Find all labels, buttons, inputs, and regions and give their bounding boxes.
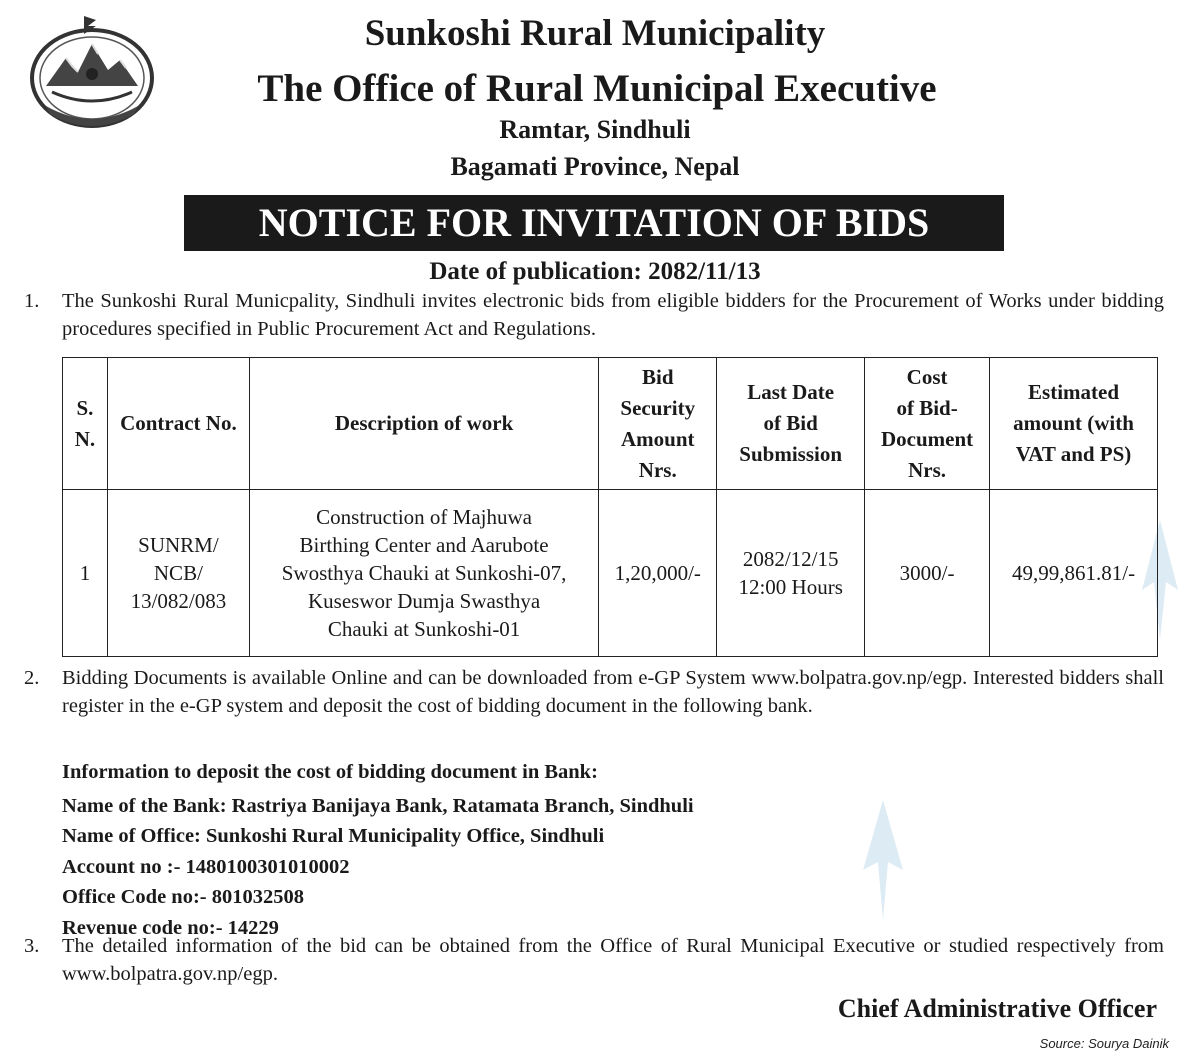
- office-name-line: Name of Office: Sunkoshi Rural Municipality Office, Sindhuli: [62, 825, 605, 847]
- bank-info-intro: Information to deposit the cost of bidding document in Bank:: [62, 761, 598, 783]
- cell-estimate: 49,99,861.81/-: [990, 490, 1158, 657]
- cell-sn: 1: [63, 490, 108, 657]
- paragraph-number: 1.: [24, 290, 40, 312]
- bank-name: Name of the Bank: Rastriya Banijaya Bank, Ratamata Branch, Sindhuli: [62, 794, 694, 817]
- paragraph-text: Bidding Documents is available Online and can be downloaded from e-GP System www.bolpatra.gov.np/egp. Interested bidders shall register in the e-GP system and deposit the cost of bidding document in the following bank.: [62, 667, 1164, 717]
- header-estimate: Estimated amount (with VAT and PS): [990, 358, 1158, 490]
- cell-bid-security: 1,20,000/-: [599, 490, 717, 657]
- paragraph-2: [24, 664, 1164, 750]
- paragraph-text: The detailed information of the bid can be obtained from the Office of Rural Municipal Executive or studied respectively from www.bolpatra.gov.np/egp.: [62, 935, 1164, 985]
- cell-cost: 3000/-: [865, 490, 990, 657]
- header-contract-no: Contract No.: [107, 358, 249, 490]
- header-description: Description of work: [249, 358, 598, 490]
- header-cost: Cost of Bid- Document Nrs.: [865, 358, 990, 490]
- watermark-arrow-icon: [858, 800, 908, 920]
- table-header-row: [63, 358, 1158, 490]
- paragraph-number: 3.: [24, 935, 40, 957]
- paragraph-3: [24, 932, 1164, 990]
- address-line-2: Bagamati Province, Nepal: [450, 152, 740, 181]
- paragraph-1: [24, 287, 1164, 345]
- cell-contract-no: SUNRM/ NCB/ 13/082/083: [107, 490, 249, 657]
- bid-table: [62, 357, 1158, 657]
- header-last-date: Last Date of Bid Submission: [717, 358, 865, 490]
- table-row: [63, 490, 1158, 657]
- source-credit: Source: Sourya Dainik: [1039, 1036, 1169, 1051]
- signoff: Chief Administrative Officer: [837, 994, 1157, 1023]
- office-code: Office Code no:- 801032508: [62, 886, 304, 908]
- publication-date: Date of publication: 2082/11/13: [429, 258, 761, 285]
- paragraph-text: The Sunkoshi Rural Municpality, Sindhuli invites electronic bids from eligible bidders for the Procurement of Works under bidding procedures specified in Public Procurement Act and Regulations.: [62, 290, 1164, 340]
- address-line-1: Ramtar, Sindhuli: [499, 115, 691, 144]
- revenue-code: Revenue code no:- 14229: [62, 916, 279, 939]
- header-bid-security: Bid Security Amount Nrs.: [599, 358, 717, 490]
- municipality-name: Sunkoshi Rural Municipality: [364, 13, 826, 54]
- account-number: Account no :- 1480100301010002: [62, 855, 350, 878]
- office-name: The Office of Rural Municipal Executive: [257, 67, 937, 110]
- header-sn: S. N.: [63, 358, 108, 490]
- notice-title: NOTICE FOR INVITATION OF BIDS: [184, 195, 1004, 251]
- cell-description: Construction of Majhuwa Birthing Center and Aarubote Swosthya Chauki at Sunkoshi-07, Kuseswor Dumja Swasthya Chauki at Sunkoshi-01: [249, 490, 598, 657]
- cell-last-date: 2082/12/15 12:00 Hours: [717, 490, 865, 657]
- bank-info: [62, 757, 694, 943]
- paragraph-number: 2.: [24, 667, 40, 689]
